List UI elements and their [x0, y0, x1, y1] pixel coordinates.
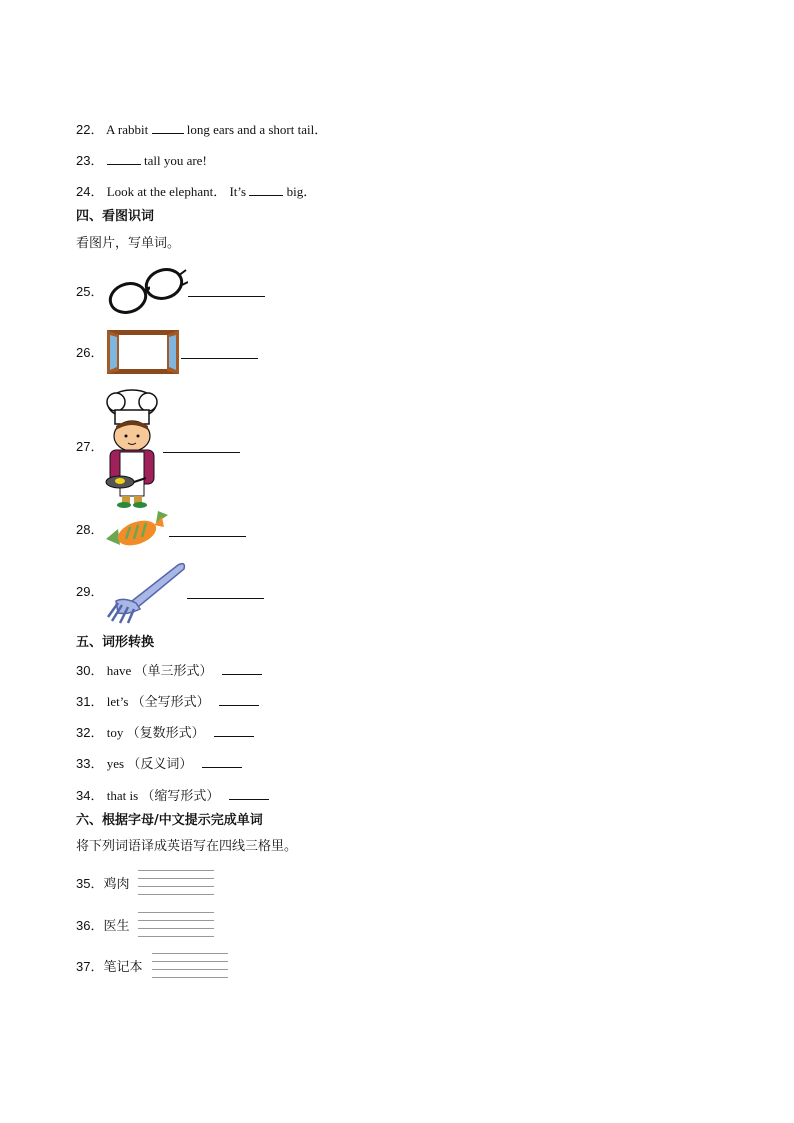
answer-line-28[interactable]: [169, 536, 246, 537]
answer-line-27[interactable]: [163, 452, 240, 453]
question-number: 34．: [76, 788, 104, 803]
section-4-instruction: 看图片，写单词。: [76, 236, 181, 251]
answer-line-25[interactable]: [188, 296, 265, 297]
answer-blank[interactable]: [202, 755, 242, 768]
question-hint: （单三形式）: [134, 664, 213, 679]
question-text: long ears and a short tail．: [186, 122, 328, 137]
question-hint: （反义词）: [127, 757, 193, 772]
question-23: [76, 152, 207, 169]
question-hint: （缩写形式）: [141, 789, 220, 804]
question-word: yes: [106, 756, 125, 771]
answer-blank[interactable]: [229, 787, 269, 800]
question-34: [76, 787, 269, 805]
question-hint: （全写形式）: [131, 695, 210, 710]
section-6-title: 六、根据字母/中文提示完成单词: [76, 813, 263, 828]
answer-blank[interactable]: [214, 724, 254, 737]
answer-blank[interactable]: [107, 152, 141, 165]
candy-icon: [104, 511, 170, 551]
question-36: [76, 918, 129, 935]
question-32: [76, 724, 254, 742]
question-33: [76, 755, 242, 773]
window-icon: [104, 327, 182, 377]
question-30: [76, 662, 262, 680]
question-word: toy: [106, 725, 124, 740]
question-26-number: 26．: [76, 345, 104, 360]
question-word: have: [106, 663, 132, 678]
section-6-instruction: 将下列词语译成英语写在四线三格里。: [76, 839, 298, 854]
question-25-number: 25．: [76, 284, 104, 299]
four-line-grid-37[interactable]: [152, 953, 228, 977]
cook-icon: [102, 386, 162, 508]
question-number: 36．: [76, 918, 104, 933]
question-28-number: 28．: [76, 522, 104, 537]
four-line-grid-35[interactable]: [138, 870, 214, 894]
question-text: tall you are!: [143, 153, 207, 168]
section-4-title: 四、看图识词: [76, 209, 155, 224]
question-31: [76, 693, 259, 711]
section-5-title: 五、词形转换: [76, 635, 155, 650]
question-35: [76, 876, 129, 893]
question-29-number: 29．: [76, 584, 104, 599]
question-27-number: 27．: [76, 439, 104, 454]
fork-icon: [104, 557, 188, 625]
answer-line-29[interactable]: [187, 598, 264, 599]
question-hint: （复数形式）: [126, 726, 205, 741]
question-24: [76, 183, 316, 200]
question-word: 鸡肉: [103, 877, 130, 892]
answer-blank[interactable]: [152, 121, 184, 134]
question-number: 30．: [76, 663, 104, 678]
answer-line-26[interactable]: [181, 358, 258, 359]
question-22: [76, 121, 327, 138]
question-number: 31．: [76, 694, 104, 709]
question-number: 23．: [76, 153, 104, 168]
question-37: [76, 959, 142, 976]
answer-blank[interactable]: [222, 662, 262, 675]
question-word: 医生: [103, 919, 130, 934]
question-number: 37．: [76, 959, 104, 974]
question-text: A rabbit: [106, 122, 149, 137]
question-word: that is: [106, 788, 139, 803]
question-number: 22．: [76, 122, 104, 137]
answer-blank[interactable]: [249, 183, 283, 196]
question-number: 35．: [76, 876, 104, 891]
answer-blank[interactable]: [219, 693, 259, 706]
question-word: 笔记本: [103, 960, 143, 975]
question-word: let’s: [106, 694, 129, 709]
question-text: big．: [286, 184, 317, 199]
question-number: 32．: [76, 725, 104, 740]
glasses-icon: [104, 264, 188, 316]
question-number: 24．: [76, 184, 104, 199]
question-text: Look at the elephant． It’s: [106, 184, 247, 199]
four-line-grid-36[interactable]: [138, 912, 214, 936]
question-number: 33．: [76, 756, 104, 771]
